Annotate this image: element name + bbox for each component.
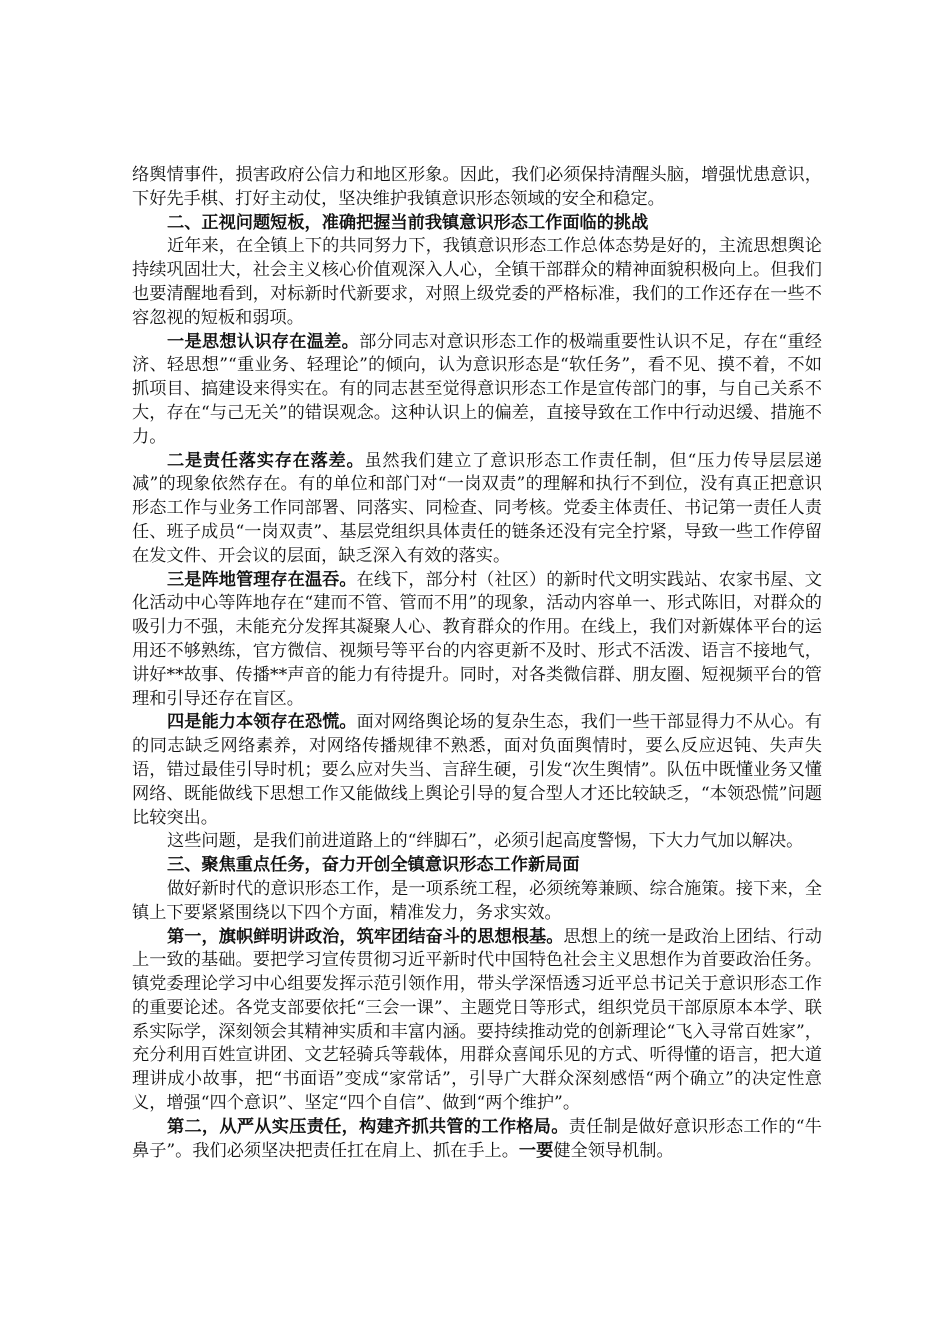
paragraph-text: 思想上的统一是政治上团结、行动上一致的基础。要把学习宣传贯彻习近平新时代中国特色社会主义思想作为首要政治任务。镇党委理论学习中心组要发挥示范引领作用，带头学深悟透习近平总书记关于意识形态工作的重要论述。各党支部要依托“三会一课”、主题党日等形式，组织党员干部原原本本学、联系实际学，深刻领会其精神实质和丰富内涵。要持续推动党的创新理论“飞入寻常百姓家”，充分利用百姓宣讲团、文艺轻骑兵等载体，用群众喜闻乐见的方式、听得懂的语言，把大道理讲成小故事，把“书面语”变成“家常话”，引导广大群众深刻感悟“两个确立”的决定性意义，增强“四个意识”、坚定“四个自信”、做到“两个维护”。 (132, 926, 822, 1114)
paragraph-text: 部分同志对意识形态工作的极端重要性认识不足，存在“重经济、轻思想”“重业务、轻理论”的倾向，认为意识形态是“软任务”，看不见、摸不着，不如抓项目、搞建设来得实在。有的同志甚至觉得意识形态工作是宣传部门的事，与自己关系不大，存在“与己无关”的错误观念。这种认识上的偏差，直接导致在工作中行动迟缓、措施不力。 (132, 331, 822, 447)
paragraph-task-2 (132, 1116, 822, 1164)
lead-phrase: 第一，旗帜鲜明讲政治，筑牢团结奋斗的思想根基。 (167, 926, 564, 947)
paragraph-text: 络舆情事件，损害政府公信力和地区形象。因此，我们必须保持清醒头脑，增强忧患意识，下好先手棋、打好主动仗，坚决维护我镇意识形态领域的安全和稳定。 (132, 165, 822, 209)
paragraph-task-1 (132, 926, 822, 1116)
paragraph-point-3 (132, 569, 822, 712)
paragraph: 做好新时代的意识形态工作，是一项系统工程，必须统筹兼顾、综合施策。接下来，全镇上下要紧紧围绕以下四个方面，精准发力，务求实效。 (132, 878, 822, 923)
paragraph: 这些问题，是我们前进道路上的“绊脚石”，必须引起高度警惕，下大力气加以解决。 (167, 831, 804, 852)
paragraph-point-4 (132, 711, 822, 830)
paragraph-continued (132, 164, 822, 212)
lead-phrase: 一是思想认识存在温差。 (167, 331, 360, 352)
paragraph-text: 面对网络舆论场的复杂生态，我们一些干部显得力不从心。有的同志缺乏网络素养，对网络传播规律不熟悉，面对负面舆情时，要么反应迟钝、失声失语，错过最佳引导时机；要么应对失当、言辞生硬，引发“次生舆情”。队伍中既懂业务又懂网络、既能做线下思想工作又能做线上舆论引导的复合型人才还比较缺乏，“本领恐慌”问题比较突出。 (132, 712, 822, 828)
lead-phrase: 三是阵地管理存在温吞。 (167, 569, 357, 590)
lead-phrase: 四是能力本领存在恐慌。 (167, 712, 357, 733)
section-heading-3: 三、聚焦重点任务，奋力开创全镇意识形态工作新局面 (167, 855, 580, 876)
paragraph-text: 在线下，部分村（社区）的新时代文明实践站、农家书屋、文化活动中心等阵地存在“建而不管、管而不用”的现象，活动内容单一、形式陈旧，对群众的吸引力不强，未能充分发挥其凝聚人心、教育群众的作用。在线上，我们对新媒体平台的运用还不够熟练，官方微信、视频号等平台的内容更新不及时、形式不活泼、语言不接地气，讲好**故事、传播**声音的能力有待提升。同时，对各类微信群、朋友圈、短视频平台的管理和引导还存在盲区。 (132, 569, 822, 709)
paragraph: 近年来，在全镇上下的共同努力下，我镇意识形态工作总体态势是好的，主流思想舆论持续巩固壮大，社会主义核心价值观深入人心，全镇干部群众的精神面貌积极向上。但我们也要清醒地看到，对标新时代新要求，对照上级党委的严格标准，我们的工作还存在一些不容忽视的短板和弱项。 (132, 236, 822, 328)
paragraph-point-1 (132, 331, 822, 450)
paragraph-tail-text: 健全领导机制。 (553, 1140, 674, 1161)
paragraph-point-2 (132, 450, 822, 569)
paragraph-text: 虽然我们建立了意识形态工作责任制，但“压力传导层层递减”的现象依然存在。有的单位和部门对“一岗双责”的理解和执行不到位，没有真正把意识形态工作与业务工作同部署、同落实、同检查、同考核。党委主体责任、书记第一责任人责任、班子成员“一岗双责”、基层党组织具体责任的链条还没有完全拧紧，导致一些工作停留在发文件、开会议的层面，缺乏深入有效的落实。 (132, 450, 822, 566)
inline-bold-phrase: 一要 (518, 1140, 554, 1161)
section-heading-2: 二、正视问题短板，准确把握当前我镇意识形态工作面临的挑战 (167, 212, 649, 233)
lead-phrase: 二是责任落实存在落差。 (167, 450, 365, 471)
paragraph-text: 责任制是做好意识形态工作的“牛鼻子”。我们必须坚决把责任扛在肩上、抓在手上。 (132, 1116, 822, 1161)
lead-phrase: 第二，从严从实压责任，构建齐抓共管的工作格局。 (167, 1116, 569, 1137)
